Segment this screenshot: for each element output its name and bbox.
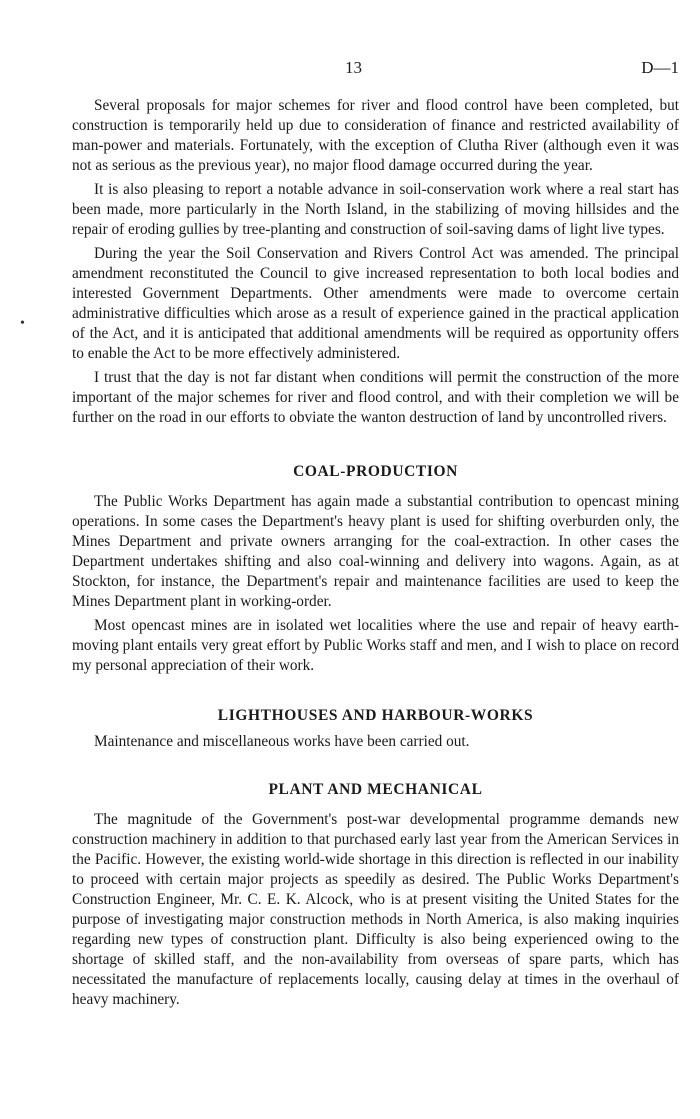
paragraph: I trust that the day is not far distant when conditions will permit the construction of the more important of the major schemes for river and flood control, and with their completion we will be further on the road in our efforts to obviate the wanton destruction of land by uncontrolled rivers.	[72, 369, 679, 426]
paragraph: Maintenance and miscellaneous works have been carried out.	[94, 733, 470, 750]
section-heading: COAL-PRODUCTION	[293, 463, 458, 480]
paragraph: Most opencast mines are in isolated wet localities where the use and repair of heavy earth-moving plant entails very great effort by Public Works staff and men, and I wish to place on record my personal appreciation of their work.	[72, 617, 679, 674]
paragraph: The Public Works Department has again made a substantial contribution to opencast mining operations. In some cases the Department's heavy plant is used for shifting overburden only, the Mines Department and private owners arranging for the coal-extraction. In other cases the Department undertakes shifting and also coal-winning and delivery into wagons. Again, as at Stockton, for instance, the Department's repair and maintenance facilities are used to keep the Mines Department plant in working-order.	[72, 493, 679, 610]
section-coal-production	[72, 462, 679, 676]
section-heading: PLANT AND MECHANICAL	[268, 781, 483, 798]
margin-mark: •	[20, 316, 25, 331]
section-lighthouses	[72, 706, 679, 752]
document-code: D—1	[641, 58, 679, 77]
paragraph: Several proposals for major schemes for river and flood control have been completed, but construction is temporarily held up due to consideration of finance and restricted availability of man-power and materials. Fortunately, with the exception of Clutha River (although even it was not as serious as the previous year), no major flood damage occurred during the year.	[72, 97, 679, 174]
paragraph: It is also pleasing to report a notable advance in soil-conservation work where a real start has been made, more particularly in the North Island, in the stabilizing of moving hillsides and the repair of eroding gullies by tree-planting and construction of soil-saving dams of light live types.	[72, 181, 679, 238]
paragraph: The magnitude of the Government's post-war developmental programme demands new construction machinery in addition to that purchased early last year from the American Services in the Pacific. However, the existing world-wide shortage in this direction is reflected in our inability to proceed with certain major projects as speedily as desired. The Public Works Department's Construction Engineer, Mr. C. E. K. Alcock, who is at present visiting the United States for the purpose of investigating major construction methods in North America, is also making inquiries regarding new types of construction plant. Difficulty is also being experienced owing to the shortage of skilled staff, and the non-availability from overseas of spare parts, which has necessitated the manufacture of replacements locally, causing delay at times in the overhaul of heavy machinery.	[72, 811, 679, 1008]
paragraph: During the year the Soil Conservation and Rivers Control Act was amended. The principal amendment reconstituted the Council to give increased representation to both local bodies and interested Government Departments. Other amendments were made to overcome certain administrative difficulties which arose as a result of experience gained in the practical application of the Act, and it is anticipated that additional amendments will be required as opportunity offers to enable the Act to be more effectively administered.	[72, 245, 679, 362]
section-river-control	[72, 96, 679, 428]
section-heading: LIGHTHOUSES AND HARBOUR-WORKS	[217, 707, 534, 724]
page-number: 13	[345, 58, 362, 77]
document-body	[72, 96, 679, 1014]
section-plant-mechanical	[72, 780, 679, 1010]
page-header	[72, 58, 679, 84]
